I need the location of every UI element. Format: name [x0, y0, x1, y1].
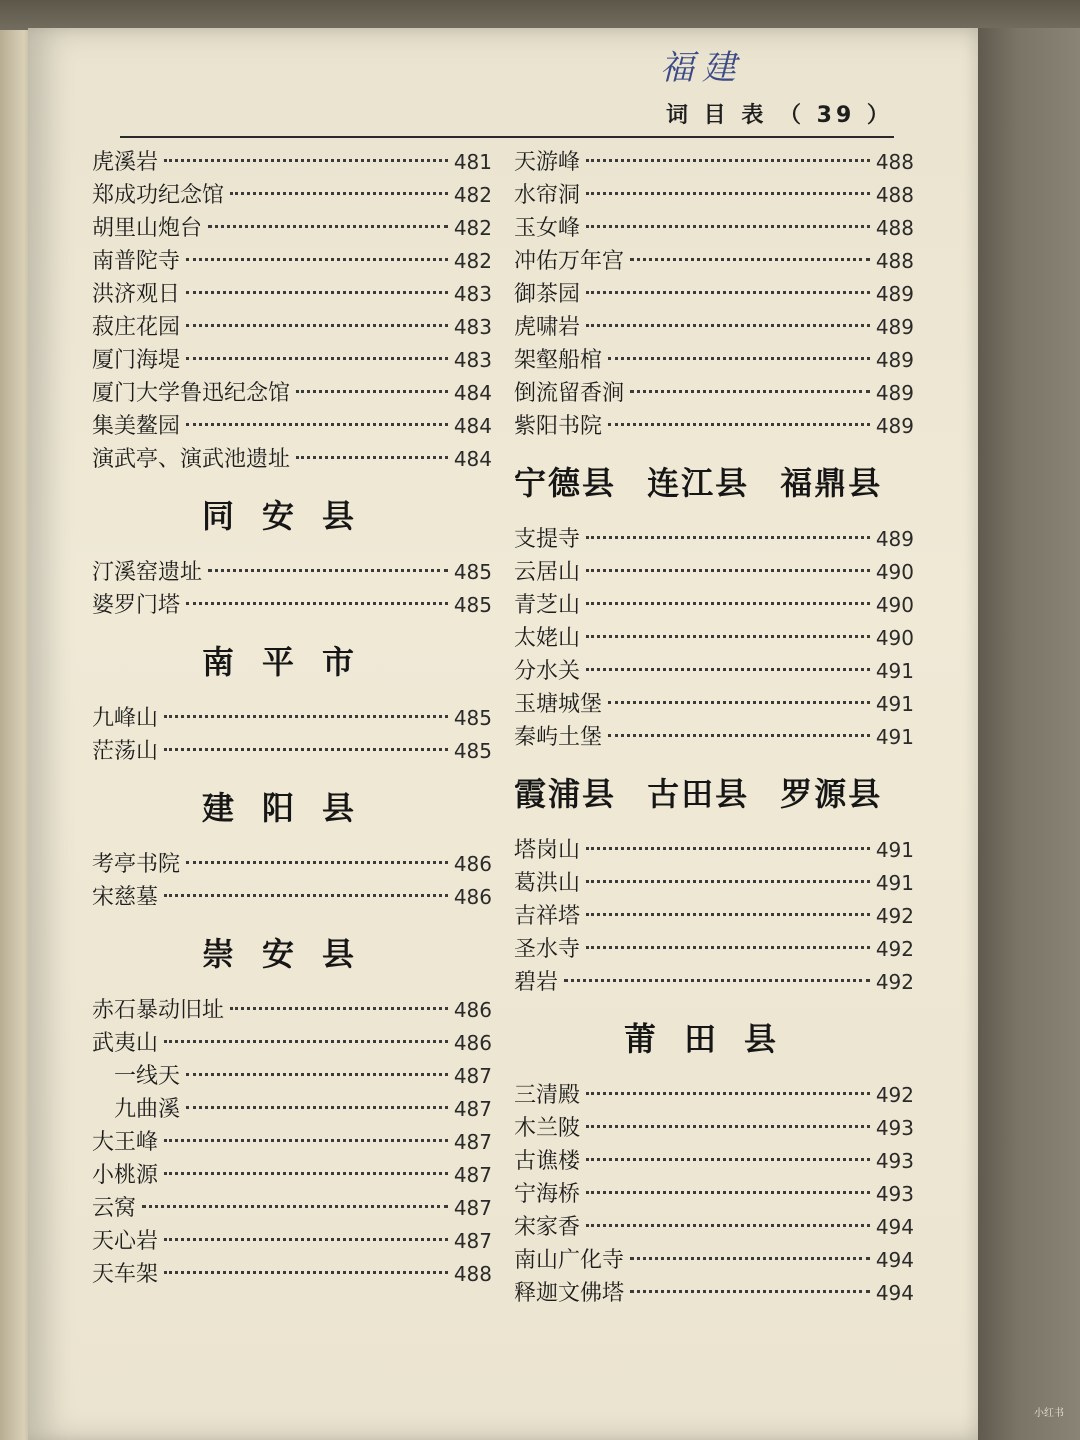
entry-page-number: 484 — [453, 414, 492, 438]
leader-dots — [186, 861, 448, 864]
leader-dots — [230, 192, 448, 195]
leader-dots — [186, 602, 448, 605]
entry-name: 吉祥塔 — [514, 904, 581, 929]
index-entry — [514, 721, 914, 754]
entry-name: 考亭书院 — [92, 852, 181, 877]
index-entry — [514, 900, 914, 933]
leader-dots — [142, 1205, 448, 1208]
entry-page-number: 492 — [875, 1083, 914, 1107]
index-entry — [92, 1159, 492, 1192]
leader-dots — [186, 291, 448, 294]
leader-dots — [164, 715, 448, 718]
leader-dots — [186, 423, 448, 426]
entry-name: 云居山 — [514, 560, 581, 585]
index-entry — [92, 311, 492, 344]
leader-dots — [586, 324, 870, 327]
index-entry — [514, 1145, 914, 1178]
leader-dots — [630, 1257, 870, 1260]
entry-page-number: 485 — [453, 560, 492, 584]
entry-name: 古谯楼 — [514, 1149, 581, 1174]
index-entry — [514, 1211, 914, 1244]
index-entry — [92, 245, 492, 278]
entry-page-number: 493 — [875, 1182, 914, 1206]
leader-dots — [230, 1007, 448, 1010]
index-entry — [92, 735, 492, 768]
entry-page-number: 490 — [875, 626, 914, 650]
leader-dots — [586, 1125, 870, 1128]
entry-name: 御茶园 — [514, 282, 581, 307]
entry-name: 支提寺 — [514, 527, 581, 552]
entry-name: 天心岩 — [92, 1229, 159, 1254]
entry-name: 架壑船棺 — [514, 348, 603, 373]
index-entry — [92, 589, 492, 622]
leader-dots — [586, 225, 870, 228]
leader-dots — [186, 258, 448, 261]
index-entry — [92, 1126, 492, 1159]
entry-page-number: 483 — [453, 282, 492, 306]
entry-page-number: 491 — [875, 725, 914, 749]
entry-name: 菽庄花园 — [92, 315, 181, 340]
leader-dots — [586, 946, 870, 949]
entry-name: 胡里山炮台 — [92, 216, 203, 241]
index-entry — [514, 589, 914, 622]
entry-name: 太姥山 — [514, 626, 581, 651]
entry-name: 婆罗门塔 — [92, 593, 181, 618]
entry-page-number: 489 — [875, 282, 914, 306]
entry-name: 葛洪山 — [514, 871, 581, 896]
leader-dots — [296, 390, 448, 393]
index-entry — [514, 1277, 914, 1310]
entry-page-number: 491 — [875, 692, 914, 716]
leader-dots — [208, 569, 448, 572]
index-entry — [92, 881, 492, 914]
leader-dots — [186, 1073, 448, 1076]
entry-name: 天车架 — [92, 1262, 159, 1287]
entry-name: 虎溪岩 — [92, 150, 159, 175]
leader-dots — [164, 894, 448, 897]
leader-dots — [586, 635, 870, 638]
index-entry — [92, 848, 492, 881]
entry-page-number: 488 — [875, 183, 914, 207]
leader-dots — [586, 569, 870, 572]
leader-dots — [586, 1092, 870, 1095]
entry-name: 木兰陂 — [514, 1116, 581, 1141]
entry-name: 宋家香 — [514, 1215, 581, 1240]
index-entry — [514, 1079, 914, 1112]
entry-name: 圣水寺 — [514, 937, 581, 962]
entry-name: 厦门海堤 — [92, 348, 181, 373]
index-entry — [514, 523, 914, 556]
entry-name: 秦屿土堡 — [514, 725, 603, 750]
index-entry — [92, 994, 492, 1027]
entry-name: 南普陀寺 — [92, 249, 181, 274]
entry-name: 九峰山 — [92, 706, 159, 731]
index-entry — [92, 556, 492, 589]
index-entry — [92, 179, 492, 212]
leader-dots — [296, 456, 448, 459]
section-heading: 霞浦县 古田县 罗源县 — [514, 775, 883, 813]
leader-dots — [586, 192, 870, 195]
index-entry — [92, 1225, 492, 1258]
index-entry — [92, 410, 492, 443]
leader-dots — [164, 1238, 448, 1241]
entry-page-number: 491 — [875, 871, 914, 895]
leader-dots — [630, 1290, 870, 1293]
index-entry — [92, 1060, 492, 1093]
index-entry — [514, 344, 914, 377]
leader-dots — [564, 979, 870, 982]
entry-page-number: 487 — [453, 1097, 492, 1121]
section-heading: 宁德县 连江县 福鼎县 — [514, 464, 883, 502]
index-entry — [514, 867, 914, 900]
index-entry — [92, 1258, 492, 1291]
entry-page-number: 489 — [875, 348, 914, 372]
leader-dots — [164, 1172, 448, 1175]
entry-page-number: 494 — [875, 1281, 914, 1305]
entry-page-number: 487 — [453, 1163, 492, 1187]
entry-name: 小桃源 — [92, 1163, 159, 1188]
index-entry — [92, 1027, 492, 1060]
entry-page-number: 487 — [453, 1229, 492, 1253]
leader-dots — [586, 1224, 870, 1227]
entry-page-number: 489 — [875, 527, 914, 551]
entry-page-number: 489 — [875, 315, 914, 339]
section-heading: 同安县 — [201, 497, 382, 535]
entry-page-number: 485 — [453, 706, 492, 730]
entry-name: 武夷山 — [92, 1031, 159, 1056]
index-entry — [92, 212, 492, 245]
entry-page-number: 489 — [875, 414, 914, 438]
entry-name: 郑成功纪念馆 — [92, 183, 225, 208]
leader-dots — [186, 357, 448, 360]
entry-page-number: 483 — [453, 315, 492, 339]
leader-dots — [608, 423, 870, 426]
index-entry — [514, 966, 914, 999]
entry-name: 南山广化寺 — [514, 1248, 625, 1273]
entry-page-number: 487 — [453, 1196, 492, 1220]
leader-dots — [586, 913, 870, 916]
index-entry — [514, 1112, 914, 1145]
index-entry — [514, 179, 914, 212]
entry-name: 释迦文佛塔 — [514, 1281, 625, 1306]
entry-page-number: 494 — [875, 1215, 914, 1239]
leader-dots — [186, 324, 448, 327]
entry-page-number: 484 — [453, 447, 492, 471]
section-heading: 南平市 — [201, 643, 382, 681]
entry-name: 玉女峰 — [514, 216, 581, 241]
entry-name: 云窝 — [92, 1196, 137, 1221]
entry-page-number: 488 — [875, 249, 914, 273]
entry-page-number: 485 — [453, 593, 492, 617]
leader-dots — [164, 1139, 448, 1142]
index-entry — [514, 212, 914, 245]
entry-name: 宁海桥 — [514, 1182, 581, 1207]
entry-name: 赤石暴动旧址 — [92, 998, 225, 1023]
entry-page-number: 482 — [453, 249, 492, 273]
leader-dots — [586, 1191, 870, 1194]
index-entry — [514, 933, 914, 966]
entry-name: 宋慈墓 — [92, 885, 159, 910]
entry-name: 虎啸岩 — [514, 315, 581, 340]
index-entry — [514, 311, 914, 344]
leader-dots — [586, 847, 870, 850]
entry-page-number: 492 — [875, 970, 914, 994]
entry-name: 青芝山 — [514, 593, 581, 618]
index-entry — [92, 377, 492, 410]
header-rule — [120, 136, 894, 138]
entry-page-number: 488 — [453, 1262, 492, 1286]
entry-name: 汀溪窑遗址 — [92, 560, 203, 585]
entry-page-number: 490 — [875, 593, 914, 617]
entry-name: 分水关 — [514, 659, 581, 684]
right-backdrop — [978, 28, 1080, 1440]
leader-dots — [630, 390, 870, 393]
index-entry — [92, 344, 492, 377]
leader-dots — [586, 668, 870, 671]
leader-dots — [164, 748, 448, 751]
leader-dots — [586, 880, 870, 883]
leader-dots — [586, 536, 870, 539]
leader-dots — [186, 1106, 448, 1109]
entry-name: 塔岗山 — [514, 838, 581, 863]
entry-name: 集美鳌园 — [92, 414, 181, 439]
leader-dots — [630, 258, 870, 261]
entry-page-number: 493 — [875, 1116, 914, 1140]
leader-dots — [608, 734, 870, 737]
entry-name: 洪济观日 — [92, 282, 181, 307]
entry-page-number: 488 — [875, 150, 914, 174]
entry-page-number: 482 — [453, 216, 492, 240]
watermark: 小红书 — [1034, 1408, 1064, 1419]
entry-page-number: 485 — [453, 739, 492, 763]
index-entry — [92, 443, 492, 476]
section-heading: 建阳县 — [201, 789, 382, 827]
index-entry — [92, 1192, 492, 1225]
entry-name: 倒流留香涧 — [514, 381, 625, 406]
section-heading: 崇安县 — [201, 935, 382, 973]
index-entry — [92, 702, 492, 735]
entry-page-number: 490 — [875, 560, 914, 584]
index-entry — [514, 410, 914, 443]
index-entry — [92, 1093, 492, 1126]
index-entry — [514, 622, 914, 655]
index-entry — [514, 278, 914, 311]
entry-page-number: 486 — [453, 852, 492, 876]
leader-dots — [164, 1040, 448, 1043]
index-entry — [514, 1178, 914, 1211]
index-entry — [514, 1244, 914, 1277]
leader-dots — [164, 1271, 448, 1274]
index-entry — [514, 245, 914, 278]
entry-page-number: 482 — [453, 183, 492, 207]
entry-page-number: 491 — [875, 838, 914, 862]
leader-dots — [608, 357, 870, 360]
entry-page-number: 484 — [453, 381, 492, 405]
entry-page-number: 487 — [453, 1064, 492, 1088]
entry-name: 天游峰 — [514, 150, 581, 175]
entry-name: 碧岩 — [514, 970, 559, 995]
index-entry — [514, 834, 914, 867]
page-header: 词 目 表 （ 39 ） — [666, 103, 893, 128]
entry-name: 三清殿 — [514, 1083, 581, 1108]
entry-name: 九曲溪 — [114, 1097, 181, 1122]
entry-name: 一线天 — [114, 1064, 181, 1089]
entry-page-number: 489 — [875, 381, 914, 405]
entry-page-number: 494 — [875, 1248, 914, 1272]
entry-name: 演武亭、演武池遗址 — [92, 447, 291, 472]
index-entry — [92, 146, 492, 179]
leader-dots — [586, 159, 870, 162]
index-entry — [514, 146, 914, 179]
entry-name: 紫阳书院 — [514, 414, 603, 439]
leader-dots — [586, 602, 870, 605]
entry-page-number: 492 — [875, 904, 914, 928]
index-entry — [514, 688, 914, 721]
entry-page-number: 486 — [453, 1031, 492, 1055]
leader-dots — [586, 291, 870, 294]
entry-page-number: 492 — [875, 937, 914, 961]
section-heading: 莆田县 — [623, 1020, 804, 1058]
entry-page-number: 493 — [875, 1149, 914, 1173]
entry-page-number: 487 — [453, 1130, 492, 1154]
entry-name: 厦门大学鲁迅纪念馆 — [92, 381, 291, 406]
entry-name: 玉塘城堡 — [514, 692, 603, 717]
index-entry — [92, 278, 492, 311]
entry-page-number: 481 — [453, 150, 492, 174]
entry-name: 冲佑万年宫 — [514, 249, 625, 274]
entry-page-number: 483 — [453, 348, 492, 372]
entry-page-number: 486 — [453, 885, 492, 909]
leader-dots — [164, 159, 448, 162]
entry-page-number: 486 — [453, 998, 492, 1022]
right-column — [514, 146, 914, 1310]
entry-name: 茫荡山 — [92, 739, 159, 764]
index-entry — [514, 377, 914, 410]
handwritten-note: 福建 — [660, 48, 744, 88]
index-entry — [514, 556, 914, 589]
entry-name: 大王峰 — [92, 1130, 159, 1155]
leader-dots — [208, 225, 448, 228]
left-column — [92, 146, 492, 1291]
entry-name: 水帘洞 — [514, 183, 581, 208]
entry-page-number: 491 — [875, 659, 914, 683]
index-entry — [514, 655, 914, 688]
leader-dots — [586, 1158, 870, 1161]
entry-page-number: 488 — [875, 216, 914, 240]
leader-dots — [608, 701, 870, 704]
